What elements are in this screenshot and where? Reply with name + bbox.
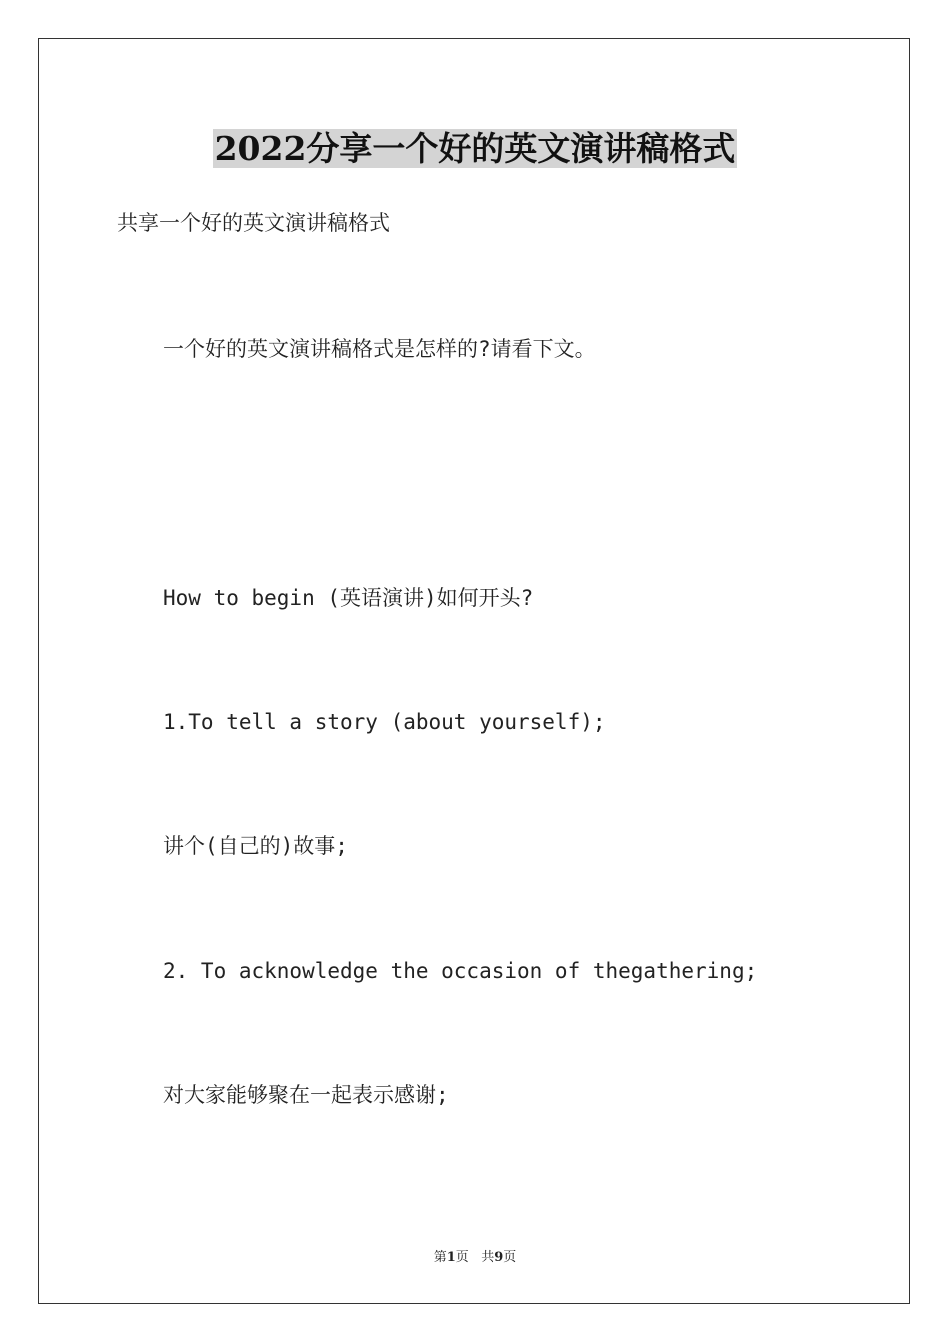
paragraph-line: 一个好的英文演讲稿格式是怎样的?请看下文。 bbox=[163, 337, 596, 361]
total-prefix: 共 bbox=[481, 1250, 495, 1265]
total-pages-number: 9 bbox=[494, 1250, 504, 1265]
document-title-text: 2022分享一个好的英文演讲稿格式 bbox=[214, 129, 736, 168]
paragraph-line: 1.To tell a story (about yourself); bbox=[163, 710, 606, 734]
subtitle-line: 共享一个好的英文演讲稿格式 bbox=[117, 211, 390, 235]
document-title bbox=[0, 125, 950, 173]
page-prefix: 第 bbox=[433, 1250, 447, 1265]
paragraph-line: How to begin (英语演讲)如何开头? bbox=[163, 586, 534, 610]
page-footer bbox=[0, 1246, 950, 1265]
paragraph-line: 对大家能够聚在一起表示感谢; bbox=[163, 1083, 449, 1107]
total-suffix: 页 bbox=[503, 1250, 517, 1265]
page-suffix: 页 bbox=[455, 1250, 469, 1265]
paragraph-line: 讲个(自己的)故事; bbox=[163, 834, 348, 858]
current-page-number: 1 bbox=[446, 1250, 456, 1265]
paragraph-line: 2. To acknowledge the occasion of thegathering; bbox=[163, 959, 758, 983]
